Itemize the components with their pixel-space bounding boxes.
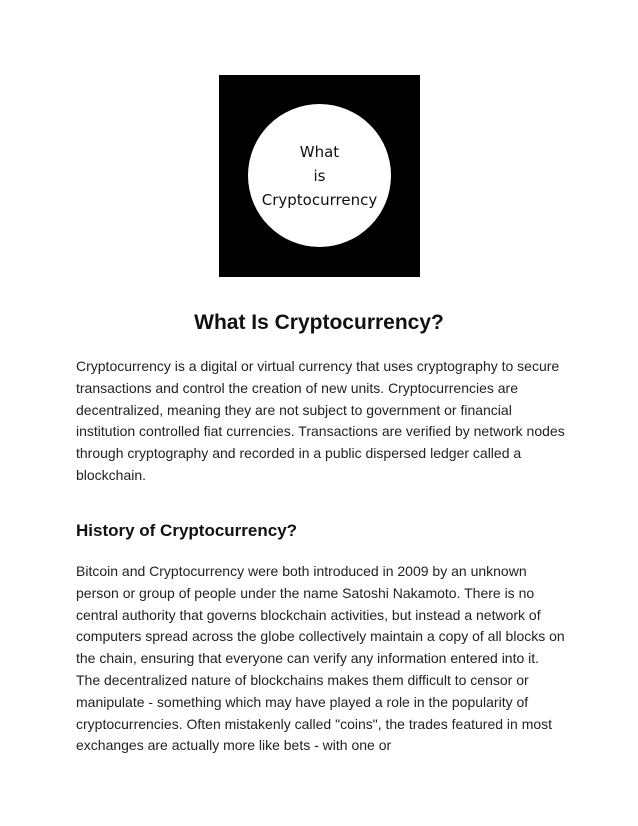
history-paragraph: Bitcoin and Cryptocurrency were both introduced in 2009 by an unknown person or group of people under the name Satoshi Nakamoto. There is no central authority that governs blockchain activities, but instead a network of computers spread across the globe collectively maintain a copy of all blocks on the chain, ensuring that everyone can verify any information entered into it. The decentralized nature of blockchains makes them difficult to censor or manipulate - something which may have played a role in the popularity of cryptocurrencies. Often mistakenly called "coins", the trades featured in most exchanges are actually more like bets - with one or <box>76 563 565 754</box>
intro-paragraph: Cryptocurrency is a digital or virtual currency that uses cryptography to secure transactions and control the creation of new units. Cryptocurrencies are decentralized, meaning they are not subject to government or financial institution controlled fiat currencies. Transactions are verified by network nodes through cryptography and recorded in a public dispersed ledger called a blockchain. <box>76 358 565 483</box>
page-title: What Is Cryptocurrency? <box>194 311 444 334</box>
history-heading: History of Cryptocurrency? <box>76 521 298 540</box>
hero-circle <box>248 104 391 247</box>
hero-line-what: What <box>299 142 340 161</box>
hero-line-cryptocurrency: Cryptocurrency <box>261 190 378 209</box>
hero-line-is: is <box>313 166 326 185</box>
hero-image <box>219 75 420 277</box>
